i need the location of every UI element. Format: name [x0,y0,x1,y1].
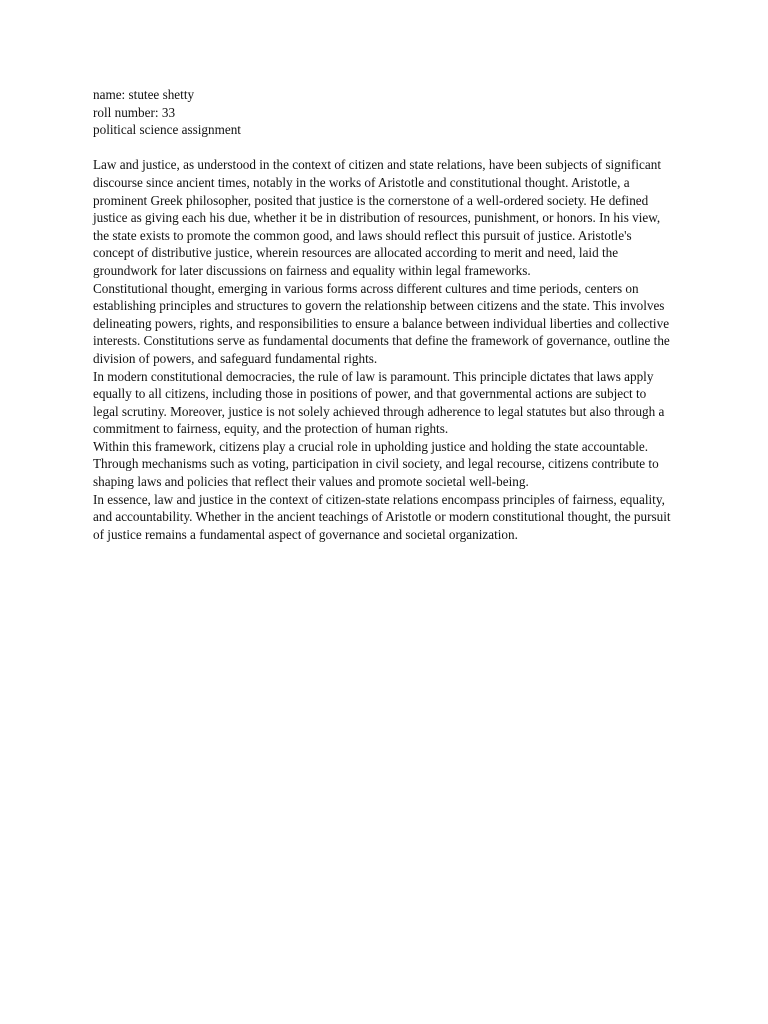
document-page [93,86,673,543]
assignment-subject: political science assignment [93,122,241,138]
paragraph-rule-of-law: In modern constitutional democracies, the rule of law is paramount. This principle dictates that laws apply equally to all citizens, including those in positions of power, and that governmental actions are subject to legal scrutiny. Moreover, justice is not solely achieved through adherence to legal statutes but also through a commitment to fairness, equity, and the protection of human rights. [93,368,665,437]
document-header [93,86,673,139]
document-body [93,156,673,543]
paragraph-conclusion: In essence, law and justice in the context of citizen-state relations encompass principles of fairness, equality, and accountability. Whether in the ancient teachings of Aristotle or modern constitutional thought, the pursuit of justice remains a fundamental aspect of governance and societal organization. [93,491,671,542]
paragraph-constitutional-thought: Constitutional thought, emerging in various forms across different cultures and time periods, centers on establishing principles and structures to govern the relationship between citizens and the state. This involves delineating powers, rights, and responsibilities to ensure a balance between individual liberties and collective interests. Constitutions serve as fundamental documents that define the framework of governance, outline the division of powers, and safeguard fundamental rights. [93,280,670,366]
student-name: name: stutee shetty [93,87,195,102]
paragraph-citizens-role: Within this framework, citizens play a crucial role in upholding justice and holding the state accountable. Through mechanisms such as voting, participation in civil society, and legal recourse, citizens contribute to shaping laws and policies that reflect their values and promote societal well-being. [93,438,659,490]
paragraph-aristotle: Law and justice, as understood in the context of citizen and state relations, have been subjects of significant discourse since ancient times, notably in the works of Aristotle and constitutional thought. Aristotle, a prominent Greek philosopher, posited that justice is the cornerstone of a well-ordered society. He defined justice as giving each his due, whether it be in distribution of resources, punishment, or honors. In his view, the state exists to promote the common good, and laws should reflect this pursuit of justice. Aristotle's concept of distributive justice, wherein resources are allocated according to merit and need, laid the groundwork for later discussions on fairness and equality within legal frameworks. [93,157,661,278]
roll-number: roll number: 33 [93,104,176,120]
